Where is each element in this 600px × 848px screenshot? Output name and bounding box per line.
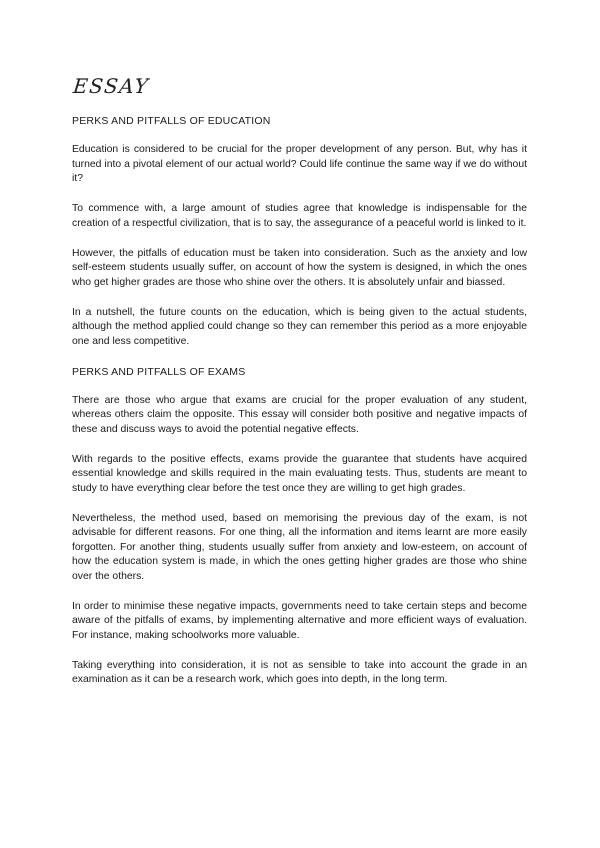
- paragraph: There are those who argue that exams are crucial for the proper evaluation of any student, whereas others claim the opposite. This essay will consider both positive and negative impacts of these and discuss ways to avoid the potential negative effects.: [72, 394, 527, 435]
- section-education: [72, 114, 527, 349]
- paragraph: In a nutshell, the future counts on the education, which is being given to the actual students, although the method applied could change so they can remember this period as a more enjoyable one and less competitive.: [72, 306, 527, 347]
- section-heading: PERKS AND PITFALLS OF EDUCATION: [72, 115, 271, 127]
- section-exams: [72, 365, 527, 688]
- paragraph: Nevertheless, the method used, based on memorising the previous day of the exam, is not advisable for different reasons. For one thing, all the information and items learnt are more easily forgotten. For another thing, students usually suffer from anxiety and low-esteem, on account of how the education system is made, in which the ones getting higher grades are those who shine over the others.: [72, 512, 527, 582]
- section-heading: PERKS AND PITFALLS OF EXAMS: [72, 365, 246, 378]
- paragraph: With regards to the positive effects, exams provide the guarantee that students have acquired essential knowledge and skills required in the main evaluating tests. Thus, students are meant to study to have everything clear before the test once they are willing to get high grades.: [72, 453, 527, 494]
- document-body: [72, 74, 527, 703]
- paragraph: Taking everything into consideration, it is not as sensible to take into account the grade in an examination as it can be a research work, which goes into depth, in the long term.: [72, 659, 527, 685]
- paragraph: Education is considered to be crucial for the proper development of any person. But, why has it turned into a pivotal element of our actual world? Could life continue the same way if we do without it?: [72, 144, 527, 184]
- document-title: ESSAY: [72, 74, 151, 98]
- paragraph: However, the pitfalls of education must be taken into consideration. Such as the anxiety and low self-esteem students usually suffer, on account of how the system is designed, in which the ones who get higher grades are those who shine over the others. It is absolutely unfair and biassed.: [72, 247, 527, 288]
- paragraph: In order to minimise these negative impacts, governments need to take certain steps and become aware of the pitfalls of exams, by implementing alternative and more efficient ways of evaluation. For instance, making schoolworks more valuable.: [72, 600, 527, 641]
- paragraph: To commence with, a large amount of studies agree that knowledge is indispensable for the creation of a respectful civilization, that is to say, the assegurance of a peaceful world is linked to it.: [72, 203, 527, 229]
